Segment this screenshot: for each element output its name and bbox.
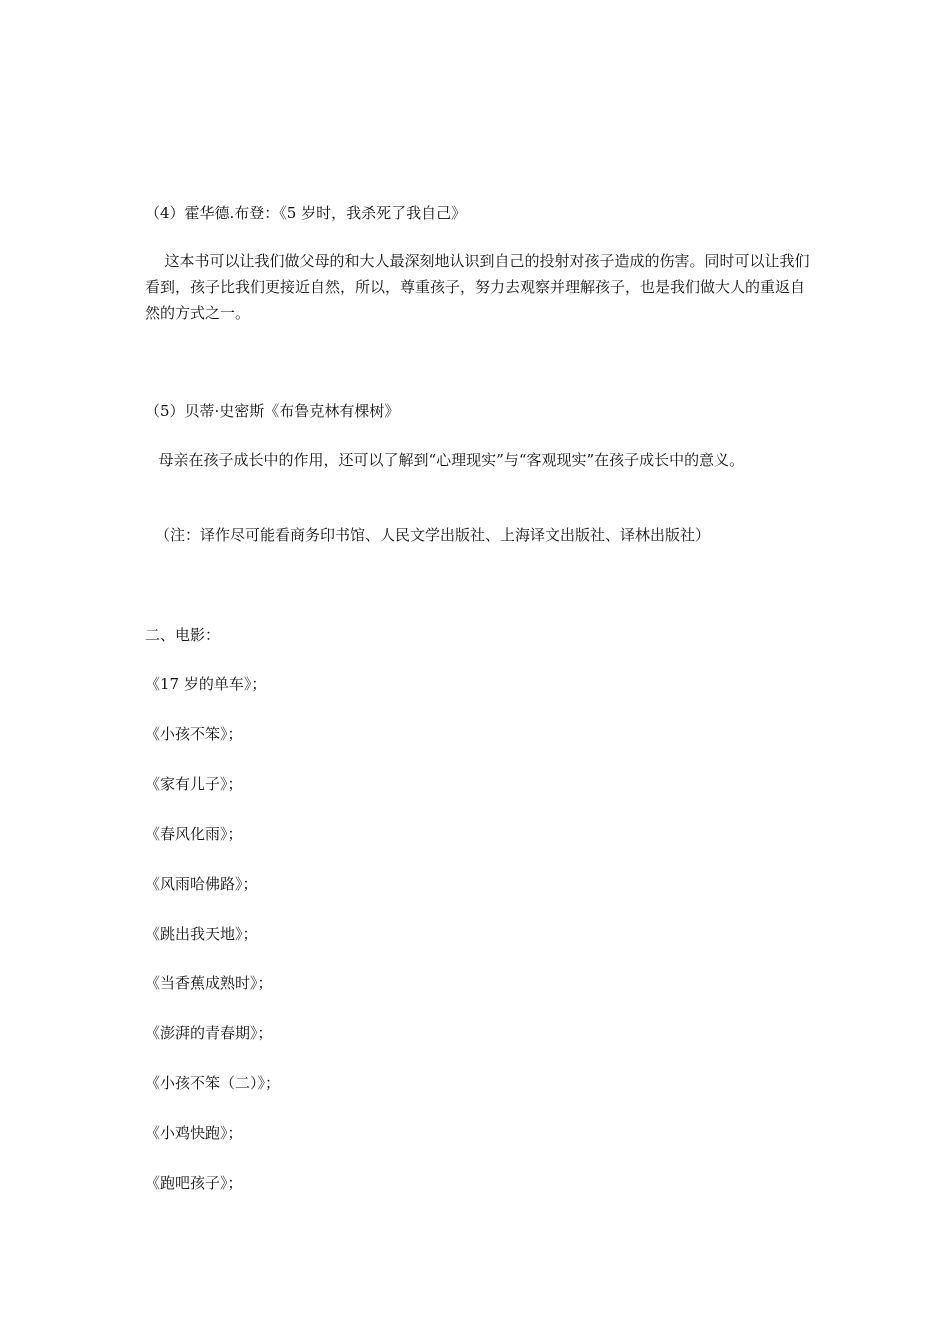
movie-item-2: 《小孩不笨》； (145, 725, 243, 743)
book-4-description: 这本书可以让我们做父母的和大人最深刻地认识到自己的投射对孩子造成的伤害。同时可以让我们看到，孩子比我们更接近自然，所以，尊重孩子，努力去观察并理解孩子，也是我们做大人的重返自然的方式之一。 (145, 252, 810, 322)
movie-item-6: 《跳出我天地》； (145, 925, 258, 943)
book-5-heading: （5）贝蒂·史密斯《布鲁克林有棵树》 (145, 402, 400, 420)
movie-item-9: 《小孩不笨（二）》； (145, 1074, 281, 1092)
translation-note: （注：译作尽可能看商务印书馆、人民文学出版社、上海译文出版社、译林出版社） (155, 526, 711, 544)
book-5-description: 母亲在孩子成长中的作用，还可以了解到“心理现实”与“客观现实”在孩子成长中的意义。 (158, 451, 745, 469)
movie-item-3: 《家有儿子》； (145, 775, 243, 793)
movies-heading: 二、电影： (145, 626, 221, 644)
movie-item-1: 《17 岁的单车》； (145, 675, 267, 693)
movie-item-11: 《跑吧孩子》； (145, 1174, 243, 1192)
movie-item-8: 《澎湃的青春期》； (145, 1024, 273, 1042)
movie-item-5: 《风雨哈佛路》； (145, 875, 258, 893)
movie-item-10: 《小鸡快跑》； (145, 1124, 243, 1142)
book-4-heading: （4）霍华德.布登：《5 岁时，我杀死了我自己》 (145, 204, 467, 222)
movie-item-7: 《当香蕉成熟时》； (145, 974, 273, 992)
movie-item-4: 《春风化雨》； (145, 825, 243, 843)
